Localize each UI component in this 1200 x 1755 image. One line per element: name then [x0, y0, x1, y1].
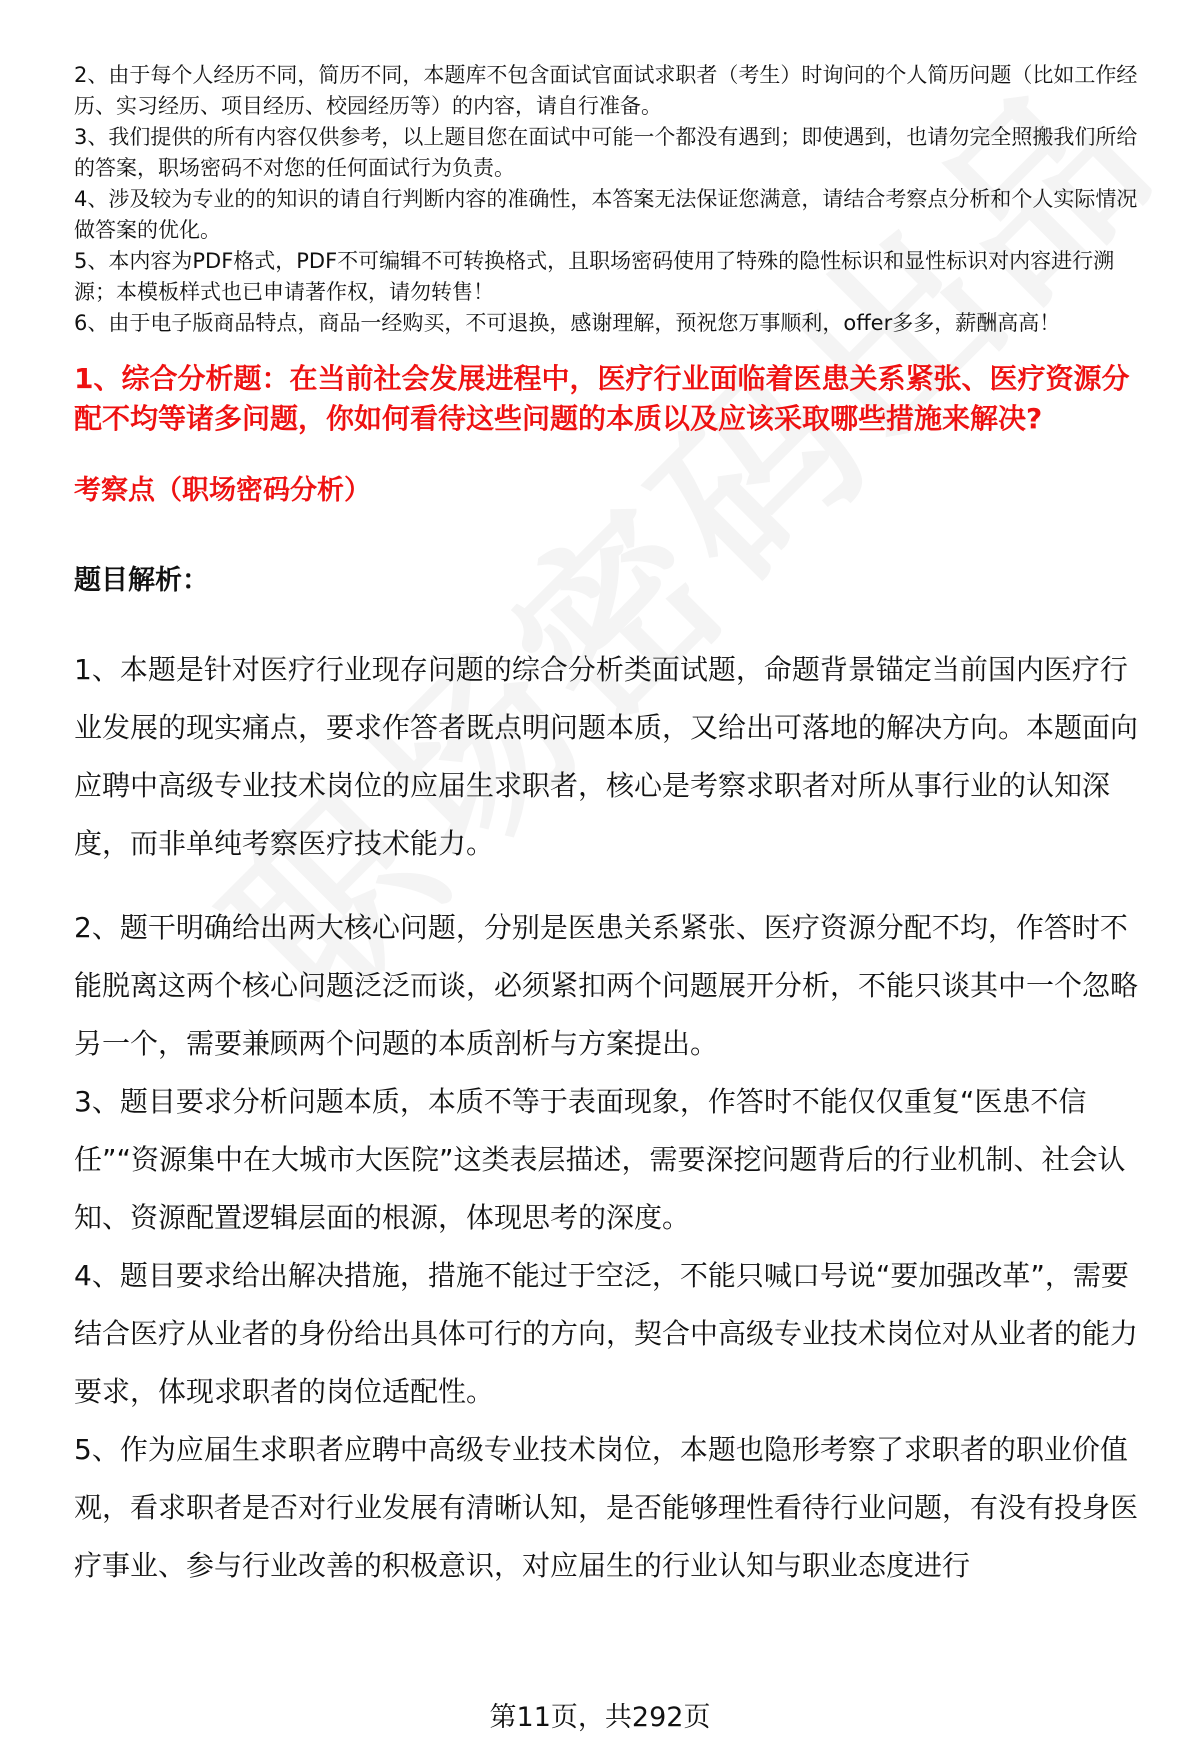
- note-item: 4、涉及较为专业的的知识的请自行判断内容的准确性，本答案无法保证您满意，请结合考察点分析和个人实际情况做答案的优化。: [74, 187, 1138, 242]
- analysis-paragraph: 1、本题是针对医疗行业现存问题的综合分析类面试题，命题背景锚定当前国内医疗行业发展的现实痛点，要求作答者既点明问题本质，又给出可落地的解决方向。本题面向应聘中高级专业技术岗位的应届生求职者，核心是考察求职者对所从事行业的认知深度，而非单纯考察医疗技术能力。: [74, 653, 1139, 860]
- notes-section: [74, 60, 1146, 339]
- exam-point-heading: 考察点（职场密码分析）: [74, 475, 371, 506]
- analysis-paragraph: 5、作为应届生求职者应聘中高级专业技术岗位，本题也隐形考察了求职者的职业价值观，看求职者是否对行业发展有清晰认知，是否能够理性看待行业问题，有没有投身医疗事业、参与行业改善的积极意识，对应届生的行业认知与职业态度进行: [74, 1433, 1139, 1582]
- analysis-paragraph: 2、题干明确给出两大核心问题，分别是医患关系紧张、医疗资源分配不均，作答时不能脱离这两个核心问题泛泛而谈，必须紧扣两个问题展开分析，不能只谈其中一个忽略另一个，需要兼顾两个问题的本质剖析与方案提出。: [74, 911, 1139, 1060]
- analysis-section: [74, 641, 1146, 1595]
- question-title: 1、综合分析题：在当前社会发展进程中，医疗行业面临着医患关系紧张、医疗资源分配不均等诸多问题，你如何看待这些问题的本质以及应该采取哪些措施来解决?: [74, 362, 1130, 435]
- note-item: 3、我们提供的所有内容仅供参考，以上题目您在面试中可能一个都没有遇到；即使遇到，也请勿完全照搬我们所给的答案，职场密码不对您的任何面试行为负责。: [74, 125, 1138, 180]
- analysis-heading: 题目解析：: [74, 565, 209, 596]
- note-item: 5、本内容为PDF格式，PDF不可编辑不可转换格式，且职场密码使用了特殊的隐性标识和显性标识对内容进行溯源；本模板样式也已申请著作权，请勿转售！: [74, 249, 1115, 304]
- page-number-footer: 第11页，共292页: [489, 1702, 711, 1733]
- note-item: 6、由于电子版商品特点，商品一经购买，不可退换，感谢理解，预祝您万事顺利，offer多多，薪酬高高！: [74, 311, 1061, 335]
- analysis-paragraph: 4、题目要求给出解决措施，措施不能过于空泛，不能只喊口号说“要加强改革”，需要结合医疗从业者的身份给出具体可行的方向，契合中高级专业技术岗位对从业者的能力要求，体现求职者的岗位适配性。: [74, 1259, 1139, 1408]
- page-content: [74, 60, 1146, 1595]
- note-item: 2、由于每个人经历不同，简历不同，本题库不包含面试官面试求职者（考生）时询问的个人简历问题（比如工作经历、实习经历、项目经历、校园经历等）的内容，请自行准备。: [74, 63, 1138, 118]
- analysis-paragraph: 3、题目要求分析问题本质，本质不等于表面现象，作答时不能仅仅重复“医患不信任”“资源集中在大城市大医院”这类表层描述，需要深挖问题背后的行业机制、社会认知、资源配置逻辑层面的根源，体现思考的深度。: [74, 1085, 1126, 1234]
